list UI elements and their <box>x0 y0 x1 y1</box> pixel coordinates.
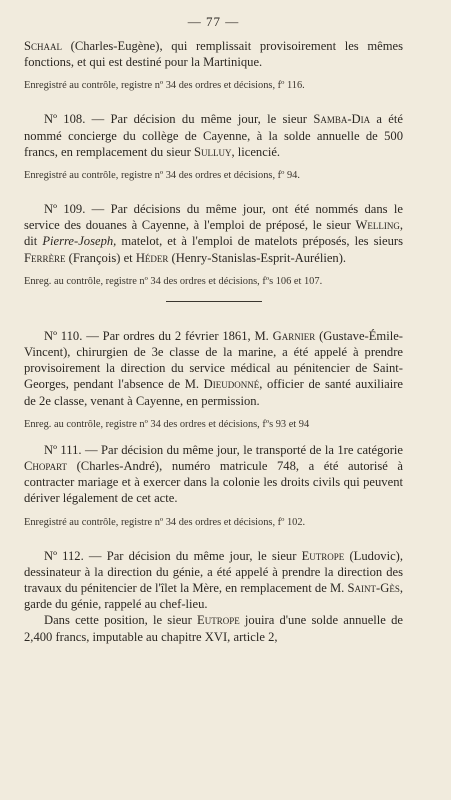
entry-110-part: (Gustave-Émile-Vincent), chirurgien de 3e classe de la marine, a été appelé à prendre provisoirement la direction du service médical au pénitencier de Saint-Georges, pendant l'absence de M. <box>24 328 404 392</box>
entry-111-part: Nº 111. — Par décision du même jour, le transporté de la 1re catégorie <box>44 442 403 457</box>
entry-112-cont-part: jouira d'une solde annuelle de 2,400 francs, imputable au chapitre XVI, article 2, <box>24 613 403 644</box>
name-saint-ges: Saint-Gès <box>347 581 400 596</box>
entry-108-part: , licencié. <box>231 144 281 159</box>
entry-0-text <box>24 38 403 70</box>
name-pierre-joseph: Pierre-Joseph, <box>42 234 117 249</box>
entry-109-registration: Enreg. au contrôle, registre nº 34 des ordres et décisions, fºs 106 et 107. <box>24 275 323 287</box>
name-garnier: Garnier <box>272 328 316 343</box>
name-dieudonne: Dieudonné <box>203 377 260 392</box>
name-heder: Héder <box>135 250 169 265</box>
entry-112-part: (Ludovic), dessinateur à la direction du génie, a été appelé à prendre la direction des travaux du pénitencier de l'îlet la Mère, en remplacement de M. <box>24 548 403 596</box>
entry-112-part: , garde du génie, rappelé au chef-lieu. <box>24 581 403 612</box>
name-ferrere: Ferrère <box>24 250 66 265</box>
section-divider <box>166 301 262 302</box>
entry-108-part: Nº 108. — Par décision du même jour, le sieur <box>44 112 314 127</box>
entry-111-text <box>24 442 403 507</box>
entry-111-part: (Charles-André), numéro matricule 748, a été autorisé à contracter mariage et à exercer dans la colonie les droits civils qui peuvent dériver légalement de cet acte. <box>24 459 403 506</box>
entry-0-text-part: (Charles-Eugène), qui remplissait provisoirement les mêmes fonctions, et qui est destiné pour la Martinique. <box>24 39 403 70</box>
name-eutrope: Eutrope <box>301 548 345 563</box>
entry-109-part: Nº 109. — Par décisions du même jour, ont été nommés dans le service des douanes à Cayenne, à l'emploi de préposé, le sieur <box>24 202 403 233</box>
entry-108-registration: Enregistré au contrôle, registre nº 34 des ordres et décisions, fº 94. <box>24 170 300 182</box>
entry-109-part: matelot, et à l'emploi de matelots préposés, les sieurs <box>116 234 403 249</box>
entry-0-registration: Enregistré au contrôle, registre nº 34 des ordres et décisions, fº 116. <box>24 80 305 92</box>
entry-108-text <box>24 111 403 160</box>
name-schaal: Schaal <box>24 39 63 53</box>
name-welling: Welling <box>355 218 400 233</box>
entry-112-cont-part: Dans cette position, le sieur <box>44 613 197 628</box>
entry-110-part: , officier de santé auxiliaire de 2e classe, venant à Cayenne, en permission. <box>24 377 403 408</box>
entry-112-part: Nº 112. — Par décision du même jour, le sieur <box>44 548 302 563</box>
entry-109-part: (Henry-Stanislas-Esprit-Aurélien). <box>168 250 347 265</box>
entry-109-part: (François) et <box>65 250 136 265</box>
page-number: — 77 — <box>187 14 240 29</box>
entry-108-part: a été nommé concierge du collège de Cayenne, à la solde annuelle de 500 francs, en remplacement du sieur <box>24 112 403 159</box>
entry-110-text <box>24 328 403 409</box>
entry-112-text <box>24 548 403 613</box>
entry-112-continuation <box>24 612 403 644</box>
name-sulluy: Sulluy <box>193 144 232 159</box>
name-chopart: Chopart <box>24 459 68 474</box>
entry-109-part: , dit <box>24 218 403 249</box>
entry-109-text <box>24 201 403 266</box>
name-samba-dia: Samba-Dia <box>313 112 371 127</box>
entry-111-registration: Enregistré au contrôle, registre nº 34 des ordres et décisions, fº 102. <box>24 516 306 528</box>
entry-110-registration: Enreg. au contrôle, registre nº 34 des ordres et décisions, fºs 93 et 94 <box>24 418 310 430</box>
name-eutrope: Eutrope <box>197 613 240 628</box>
entry-110-part: Nº 110. — Par ordres du 2 février 1861, M. <box>44 328 273 343</box>
